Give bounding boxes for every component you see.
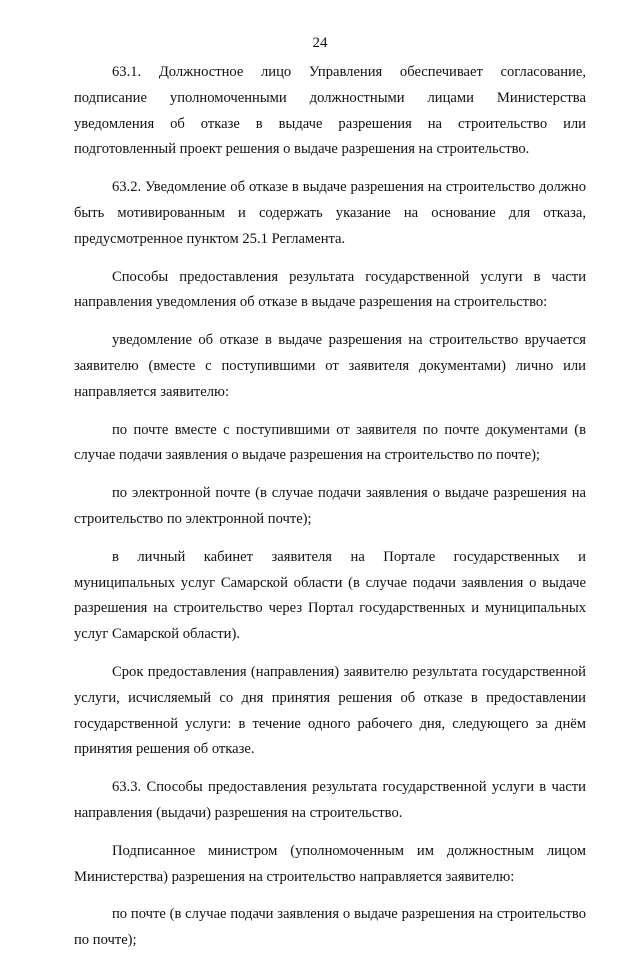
paragraph-signed-permit: Подписанное министром (уполномоченным им должностным лицом Министерства) разрешения на строительство направляется заявителю: (74, 842, 586, 885)
paragraph-delivery-term: Срок предоставления (направления) заявителю результата государственной услуги, исчисляемый со дня принятия решения об отказе в предоставлении государственной услуги: в течение одного рабочего дня, следующего за днём принятия решения об отказе. (74, 663, 586, 758)
paragraph-63-3: 63.3. Способы предоставления результата государственной услуги в части направления (выдачи) разрешения на строительство. (74, 779, 586, 821)
paragraph-personal-cabinet: в личный кабинет заявителя на Портале государственных и муниципальных услуг Самарской области (в случае подачи заявления о выдаче разрешения на строительство через Портал государственных и муниципальных услуг Самарской области). (74, 548, 586, 643)
paragraph-63-1: 63.1. Должностное лицо Управления обеспечивает согласование, подписание уполномоченными должностными лицами Министерства уведомления об отказе в выдаче разрешения на строительство или подготовленный проект решения о выдаче разрешения на строительство. (74, 64, 586, 158)
paragraph-refusal-delivery: уведомление об отказе в выдаче разрешения на строительство вручается заявителю (вместе с поступившими от заявителя документами) лично или направляется заявителю: (74, 332, 586, 400)
paragraph-63-2: 63.2. Уведомление об отказе в выдаче разрешения на строительство должно быть мотивированным и содержать указание на основание для отказа, предусмотренное пунктом 25.1 Регламента. (74, 179, 586, 247)
paragraph-by-email: по электронной почте (в случае подачи заявления о выдаче разрешения на строительство по электронной почте); (74, 485, 586, 527)
paragraph-by-post: по почте вместе с поступившими от заявителя по почте документами (в случае подачи заявления о выдаче разрешения на строительство по почте); (74, 421, 586, 464)
paragraph-refusal-methods: Способы предоставления результата государственной услуги в части направления уведомления об отказе в выдаче разрешения на строительство: (74, 268, 586, 311)
page-number: 24 (312, 35, 328, 51)
document-body (74, 60, 586, 954)
paragraph-permit-by-post: по почте (в случае подачи заявления о выдаче разрешения на строительство по почте); (74, 906, 586, 949)
